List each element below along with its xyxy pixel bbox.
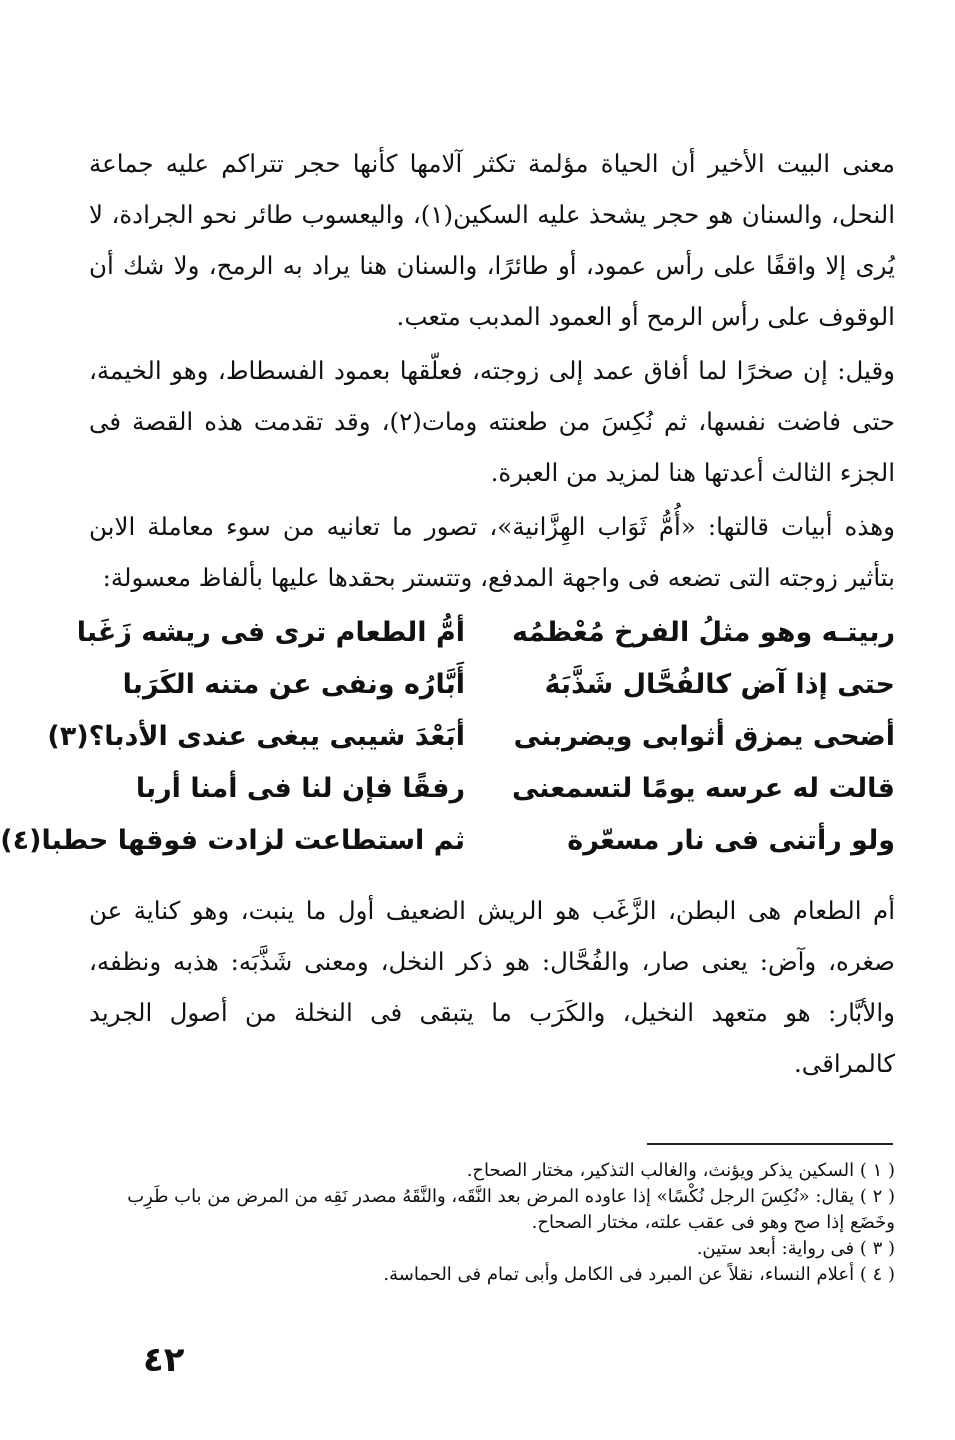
verse-line xyxy=(87,659,895,711)
verse-first-hemistich: أضحى يمزق أثوابى ويضربنى xyxy=(513,721,895,752)
verse-second-hemistich: أبَعْدَ شيبى يبغى عندى الأدبا؟(٣) xyxy=(47,721,465,752)
paragraph: وهذه أبيات قالتها: «أُمُّ ثَوَاب الهِزَّانية»، تصور ما تعانيه من سوء معاملة الابن بتأثير زوجته التى تضعه فى واجهة المدفع، وتتستر بحقدها عليها بألفاظ معسولة: xyxy=(89,512,895,592)
footnote: ( ٤ ) أعلام النساء، نقلاً عن المبرد فى الكامل وأبى تمام فى الحماسة. xyxy=(383,1264,895,1285)
page-body xyxy=(0,138,955,1089)
verse-second-hemistich: رفقًا فإن لنا فى أمنا أربا xyxy=(135,773,465,804)
paragraph: معنى البيت الأخير أن الحياة مؤلمة تكثر آلامها كأنها حجر تتراكم عليه جماعة النحل، والسنان هو حجر يشحذ عليه السكين(١)، واليعسوب طائر نحو الجرادة، لا يُرى إلا واقفًا على رأس عمود، أو طائرًا، والسنان هنا يراد به الرمح، ولا شك أن الوقوف على رأس الرمح أو العمود المدبب متعب. xyxy=(89,149,895,331)
paragraph: أم الطعام هى البطن، الزَّغَب هو الريش الضعيف أول ما ينبت، وهو كناية عن صغره، وآض: يعنى صار، والفُحَّال: هو ذكر النخل، ومعنى شَذَّبَه: هذبه ونظفه، والأبَّار: هو متعهد النخيل، والكَرَب ما يتبقى فى النخلة من أصول الجريد كالمراقى. xyxy=(89,896,895,1078)
verse-second-hemistich: أَبَّارُه ونفى عن متنه الكَرَبا xyxy=(122,669,465,700)
verse-second-hemistich: أمُّ الطعام ترى فى ريشه زَغَبا xyxy=(76,617,465,648)
page-number: ٤٢ xyxy=(143,1340,185,1380)
verse-first-hemistich: ربيتـه وهو مثلُ الفرخ مُعْظمُه xyxy=(511,617,895,648)
verse-first-hemistich: قالت له عرسه يومًا لتسمعنى xyxy=(511,773,895,804)
verse-line xyxy=(47,711,895,763)
paragraph: وقيل: إن صخرًا لما أفاق عمد إلى زوجته، فعلّقها بعمود الفسطاط، وهو الخيمة، حتى فاضت نفسها، ثم نُكِسَ من طعنته ومات(٢)، وقد تقدمت هذه القصة فى الجزء الثالث أعدتها هنا لمزيد من العبرة. xyxy=(89,356,895,487)
footnote-divider xyxy=(647,1143,893,1145)
poem xyxy=(0,607,895,867)
footnotes xyxy=(89,1158,895,1288)
verse-line xyxy=(0,815,895,867)
footnote: ( ٣ ) فى رواية: أبعد ستين. xyxy=(696,1238,895,1259)
verse-first-hemistich: حتى إذا آض كالفُحَّال شَذَّبَهُ xyxy=(544,669,895,700)
verse-second-hemistich: ثم استطاعت لزادت فوقها حطبا(٤) xyxy=(0,825,465,856)
footnote: ( ٢ ) يقال: «نُكِسَ الرجل نُكْسًا» إذا عاوده المرض بعد النَّقَه، والنَّقَهُ مصدر نَقِه من المرض من باب طَرِب وخَضَع إذا صح وهو فى عقب علته، مختار الصحاح. xyxy=(127,1186,895,1233)
verse-line xyxy=(76,607,895,659)
verse-first-hemistich: ولو رأتنى فى نار مسعّرة xyxy=(567,825,895,856)
footnote: ( ١ ) السكين يذكر ويؤنث، والغالب التذكير، مختار الصحاح. xyxy=(466,1160,895,1181)
verse-line xyxy=(87,763,895,815)
